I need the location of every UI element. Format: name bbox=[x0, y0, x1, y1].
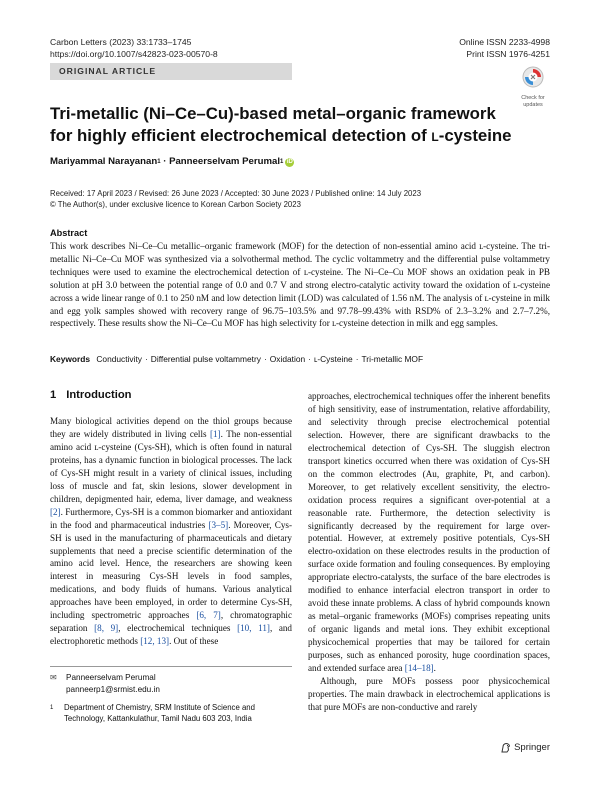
citation-link[interactable]: [1] bbox=[210, 428, 221, 439]
author-list bbox=[50, 156, 294, 168]
abstract-heading: Abstract bbox=[50, 228, 88, 238]
article-title bbox=[50, 103, 520, 146]
text-run: . The non-essential amino acid ʟ-cysteine (Cys-SH), which is often found in natural proteins, has a dynamic function in biological processes. The lack of Cys-SH might result in a variety of clinical issues, including loss of muscle and fat, skin lesions, slower development in children, depigmented hair, edema, liver damage, and weakness bbox=[50, 428, 292, 504]
keyword-sep: · bbox=[355, 354, 359, 364]
publisher-logo bbox=[500, 742, 550, 753]
crossmark-line1: Check for bbox=[521, 95, 545, 101]
affiliation-footnote bbox=[50, 702, 292, 724]
doi-link[interactable]: https://doi.org/10.1007/s42823-023-00570-8 bbox=[50, 49, 218, 59]
text-run: . Furthermore, Cys-SH is a common biomarker and antioxidant in the food and pharmaceutical industries bbox=[50, 506, 292, 530]
keyword-sep: · bbox=[263, 354, 267, 364]
orcid-icon[interactable]: iD bbox=[286, 158, 293, 165]
contact-name: Panneerselvam Perumal bbox=[66, 673, 156, 682]
section-heading-introduction bbox=[50, 389, 141, 401]
text-run: . bbox=[433, 663, 436, 674]
keyword-sep: · bbox=[144, 354, 148, 364]
text-run: , chromatographic separation bbox=[50, 610, 292, 634]
crossmark-icon bbox=[522, 66, 544, 88]
title-text-1: Tri-metallic (Ni–Ce–Cu)-based metal–organic framework for highly efficient electrochemical detection of bbox=[50, 104, 496, 145]
section-title: Introduction bbox=[66, 389, 132, 401]
title-lc: l bbox=[431, 125, 439, 145]
author-separator: · bbox=[160, 156, 170, 167]
intro-paragraph-3: Although, pure MOFs possess poor physicochemical properties. The main drawback in electrochemical applications is that pure MOFs are non-conductive and rarely bbox=[308, 675, 550, 712]
author-1-affil: 1 bbox=[157, 159, 161, 165]
intro-left-column bbox=[50, 415, 292, 648]
keyword-item: Oxidation bbox=[269, 354, 306, 364]
keywords-label: Keywords bbox=[50, 354, 91, 364]
keyword-item: ʟ-Cysteine bbox=[313, 354, 353, 364]
citation-link[interactable]: [12, 13] bbox=[140, 636, 170, 647]
text-run: Many biological activities depend on the thiol groups because they are widely distributed in living cells bbox=[50, 416, 292, 439]
text-run: , and electrophoretic methods bbox=[50, 623, 292, 647]
title-text-2: -cysteine bbox=[438, 125, 512, 145]
intro-paragraph-2 bbox=[308, 390, 550, 675]
citation-link[interactable]: [10, 11] bbox=[237, 623, 270, 634]
intro-paragraph-1 bbox=[50, 415, 292, 648]
copyright-line: © The Author(s), under exclusive licence to Korean Carbon Society 2023 bbox=[50, 200, 301, 209]
crossmark-line2: updates bbox=[523, 101, 543, 108]
citation-link[interactable]: [3–5] bbox=[208, 519, 229, 530]
contact-email[interactable]: panneerp1@srmist.edu.in bbox=[66, 684, 160, 694]
journal-citation: Carbon Letters (2023) 33:1733–1745 bbox=[50, 37, 192, 47]
intro-right-column bbox=[308, 390, 550, 714]
affiliation-text: Department of Chemistry, SRM Institute of Science and Technology, Kattankulathur, Tamil Nadu 603 203, India bbox=[64, 703, 255, 723]
keyword-sep: · bbox=[308, 354, 311, 364]
running-header-left bbox=[50, 36, 218, 60]
author-2-affil: 1 bbox=[280, 159, 284, 165]
citation-link[interactable]: [6, 7] bbox=[196, 610, 221, 621]
check-for-updates-badge[interactable] bbox=[517, 66, 549, 108]
dates-history: Received: 17 April 2023 / Revised: 26 June 2023 / Accepted: 30 June 2023 / Published online: 14 July 2023 bbox=[50, 189, 422, 198]
author-2[interactable]: Panneerselvam Perumal bbox=[169, 156, 280, 167]
springer-horse-icon bbox=[500, 742, 511, 753]
running-header-right bbox=[459, 36, 550, 60]
affiliation-number: 1 bbox=[50, 705, 54, 711]
article-type-banner: ORIGINAL ARTICLE bbox=[50, 63, 292, 80]
citation-link[interactable]: [14–18] bbox=[404, 663, 434, 674]
text-run: . Moreover, Cys-SH is used in the manufacturing of pharmaceuticals and dietary supplements that need a precise scientific determination of the amino acid level. Hence, the researchers are showing keen interest in measuring Cys-SH levels in food samples, medications, and body fluids of humans. Various analytical approaches have been employed, in order to determine Cys-SH, including spectrometric approaches bbox=[50, 519, 292, 621]
author-1[interactable]: Mariyammal Narayanan bbox=[50, 156, 158, 167]
citation-link[interactable]: [2] bbox=[50, 506, 61, 517]
keywords-line bbox=[50, 353, 550, 365]
citation-link[interactable]: [8, 9] bbox=[94, 623, 119, 634]
print-issn: Print ISSN 1976-4251 bbox=[466, 49, 550, 59]
text-run: approaches, electrochemical techniques offer the inherent benefits of high sensitivity, ease of instrumentation, relative affordability, and selectivity through precise electrochemical potential selection. However, there are significant drawbacks to the electrochemical detection of Cys-SH. The sluggish electron transport kinetics occurred when there was oxidation of Cys-SH on the common electrodes (Au, graphite, Pt, and carbon). Moreover, to get relatively excellent sensitivity, the electro-oxidation process requires a significant over-potential at a reasonable rate. Furthermore, the detection selectivity is significantly decreased by the requirement for large over-potential. However, at extremely positive potentials, Cys-SH electro-oxidation on these electrodes results in the production of surface oxide formation and fouling consequences. By employing appropriate electro-catalysts, the surface of the bare electrodes is modified to enhance interfacial electron transport in order to avoid these innate problems. A class of hybrid compounds known as metal–organic frameworks (MOFs) comprises repeating units of organic ligands and metal ions. They exhibit exceptional physicochemical properties that may be tailored for certain purposes, such as enhanced porosity, huge coordination spaces, and extended surface area bbox=[308, 391, 550, 674]
corresponding-author bbox=[50, 672, 160, 695]
online-issn: Online ISSN 2233-4998 bbox=[459, 37, 550, 47]
keyword-item: Conductivity bbox=[96, 354, 142, 364]
text-run: , electrochemical techniques bbox=[118, 623, 238, 634]
footnote-divider bbox=[50, 666, 292, 667]
publication-dates bbox=[50, 188, 421, 210]
section-number: 1 bbox=[50, 389, 57, 401]
envelope-icon: ✉ bbox=[50, 673, 57, 682]
keyword-item: Differential pulse voltammetry bbox=[150, 354, 261, 364]
text-run: . Out of these bbox=[169, 636, 219, 647]
publisher-name: Springer bbox=[514, 742, 550, 753]
abstract-text: This work describes Ni–Ce–Cu metallic–organic framework (MOF) for the detection of non-essential amino acid ʟ-cysteine. The tri-metallic Ni–Ce–Cu MOF was synthesized via a solvothermal method. The cyclic voltammetry and the differential pulse voltammetry techniques were used to examine the electrochemical detection of ʟ-cysteine. The Ni–Ce–Cu MOF shows an oxidation peak in PB solution at pH 3.0 between the potential range of 0.0 and 0.7 V and strong electro-catalytic activity toward the oxidation of ʟ-cysteine across a wide linear range of 0.1 to 250 nM and low detection limit (LOD) was calculated of 1.56 nM. The analysis of ʟ-cysteine in milk and egg yolk samples showed with recovery range of 96.75–103.5% and 97.78–99.43% with RSD% of 2.3–3.2% and 2.7–7.2%, respectively. These results show the Ni–Ce–Cu MOF has high selectivity for ʟ-cysteine detection in milk and egg samples. bbox=[50, 241, 550, 329]
keyword-item: Tri-metallic MOF bbox=[361, 354, 424, 364]
